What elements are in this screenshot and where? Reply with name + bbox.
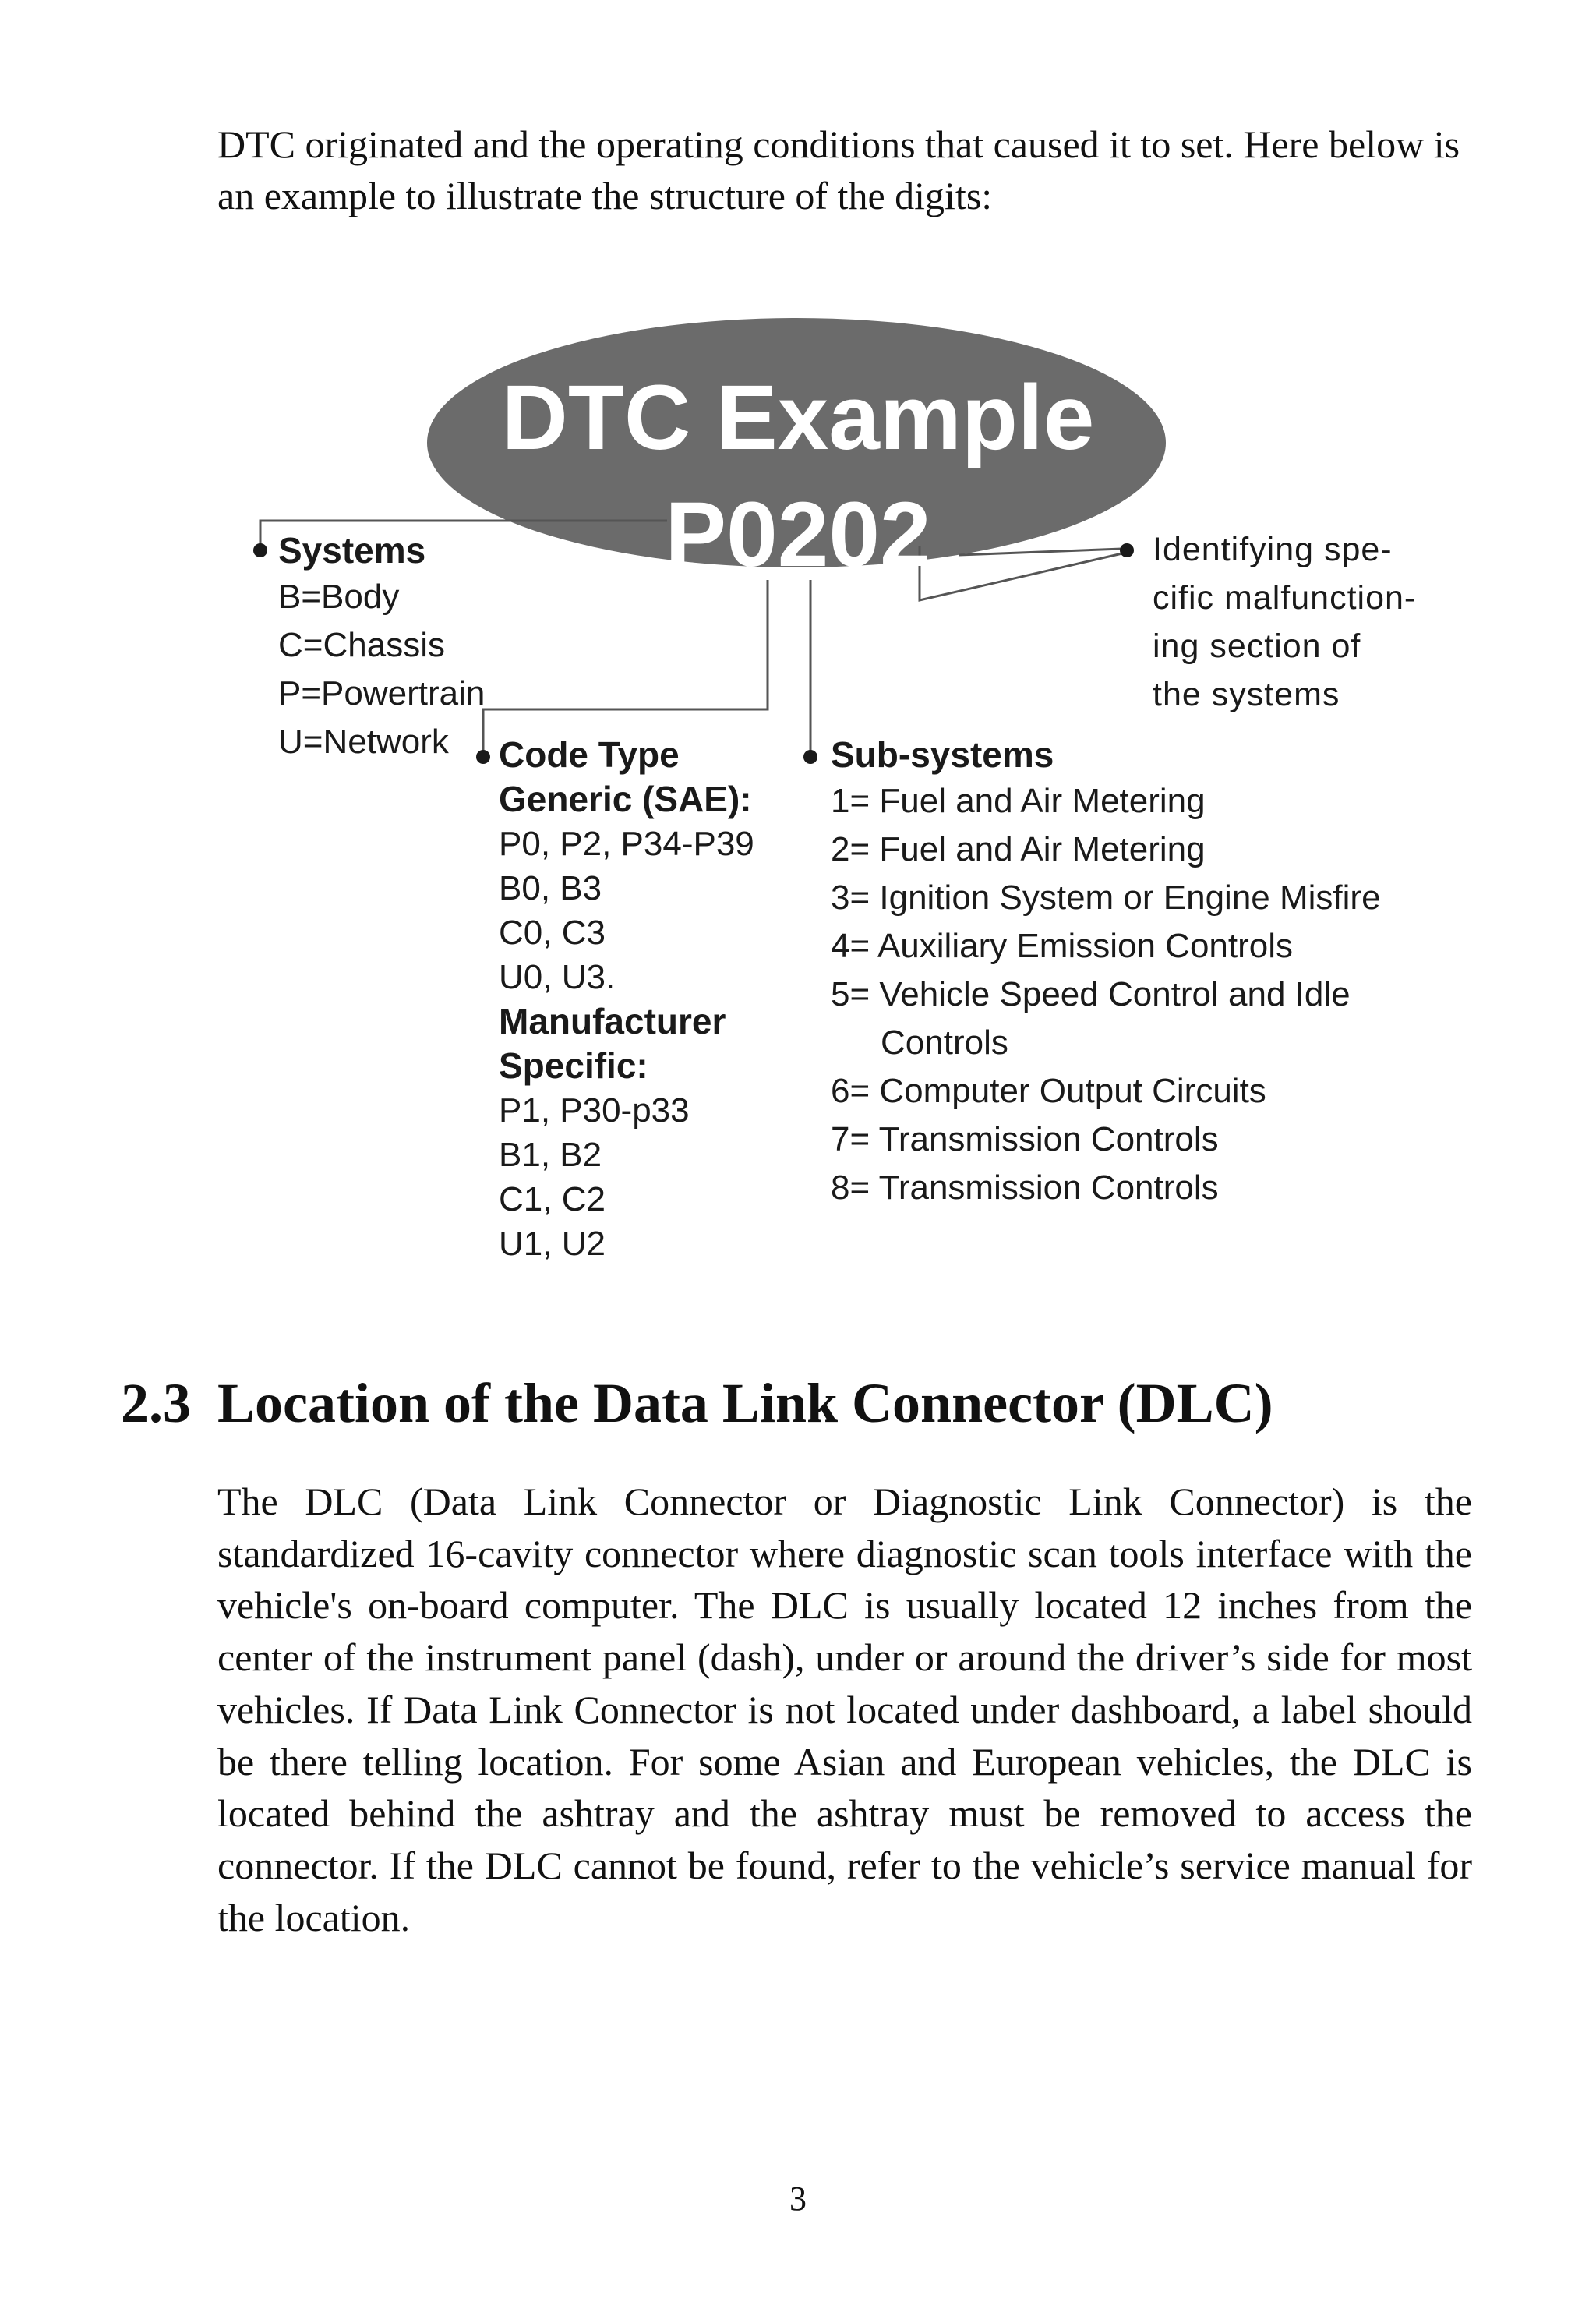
diagram-code: P0202	[665, 483, 931, 586]
generic-item: B0, B3	[499, 869, 602, 907]
generic-item: P0, P2, P34-P39	[499, 825, 754, 863]
code-type-column	[499, 733, 754, 1266]
systems-header: Systems	[278, 530, 426, 571]
manufacturer-item: C1, C2	[499, 1180, 606, 1218]
systems-item: B=Body	[278, 578, 400, 616]
identifying-line: the systems	[1153, 676, 1340, 713]
intro-paragraph: DTC originated and the operating conditions that caused it to set. Here below is an example to illustrate the structure of the digits:	[217, 122, 1460, 217]
sub-systems-bullet	[803, 750, 817, 764]
manufacturer-header: Manufacturer	[499, 1001, 726, 1041]
manufacturer-item: U1, U2	[499, 1225, 606, 1263]
generic-header: Generic (SAE):	[499, 779, 752, 819]
identifying-line: ing section of	[1153, 628, 1361, 665]
systems-item: U=Network	[278, 723, 449, 761]
sub-systems-column	[831, 733, 1381, 1212]
section-heading	[121, 1368, 1273, 1438]
dtc-example-diagram	[0, 312, 1596, 1294]
sub-systems-item-continuation: Controls	[881, 1023, 1008, 1062]
sub-systems-item: 5= Vehicle Speed Control and Idle	[831, 975, 1351, 1013]
sub-systems-item: 1= Fuel and Air Metering	[831, 782, 1206, 820]
dlc-paragraph: The DLC (Data Link Connector or Diagnostic Link Connector) is the standardized 16-cavity connector where diagnostic scan tools interface with the vehicle's on-board computer. The DLC is usually located 12 inches from the center of the instrument panel (dash), under or around the driver’s side for most vehicles. If Data Link Connector is not located under dashboard, a label should be there telling location. For some Asian and European vehicles, the DLC is located behind the ashtray and the ashtray must be removed to access the connector. If the DLC cannot be found, refer to the vehicle’s service manual for the location.	[217, 1480, 1472, 1939]
systems-item: C=Chassis	[278, 626, 445, 664]
sub-systems-header: Sub-systems	[831, 734, 1054, 775]
identifying-line: Identifying spe-	[1153, 531, 1393, 568]
identifying-note	[1153, 525, 1416, 719]
sub-systems-item: 4= Auxiliary Emission Controls	[831, 927, 1294, 965]
sub-systems-item: 6= Computer Output Circuits	[831, 1072, 1266, 1110]
manufacturer-header: Specific:	[499, 1045, 648, 1086]
section-number: 2.3	[121, 1372, 191, 1434]
sub-systems-item: 8= Transmission Controls	[831, 1168, 1219, 1207]
identifying-line: cific malfunction-	[1153, 579, 1417, 617]
manufacturer-item: B1, B2	[499, 1136, 602, 1174]
systems-column	[278, 529, 485, 766]
page-number: 3	[789, 2180, 807, 2218]
manufacturer-item: P1, P30-p33	[499, 1091, 690, 1130]
diagram-title: DTC Example	[501, 366, 1095, 469]
section-title: Location of the Data Link Connector (DLC)	[217, 1372, 1273, 1434]
generic-item: C0, C3	[499, 914, 606, 952]
sub-systems-item: 3= Ignition System or Engine Misfire	[831, 879, 1381, 917]
systems-item: P=Powertrain	[278, 674, 486, 712]
code-type-header: Code Type	[499, 734, 680, 775]
sub-systems-item: 7= Transmission Controls	[831, 1120, 1219, 1158]
generic-item: U0, U3.	[499, 958, 616, 996]
sub-systems-item: 2= Fuel and Air Metering	[831, 830, 1206, 868]
